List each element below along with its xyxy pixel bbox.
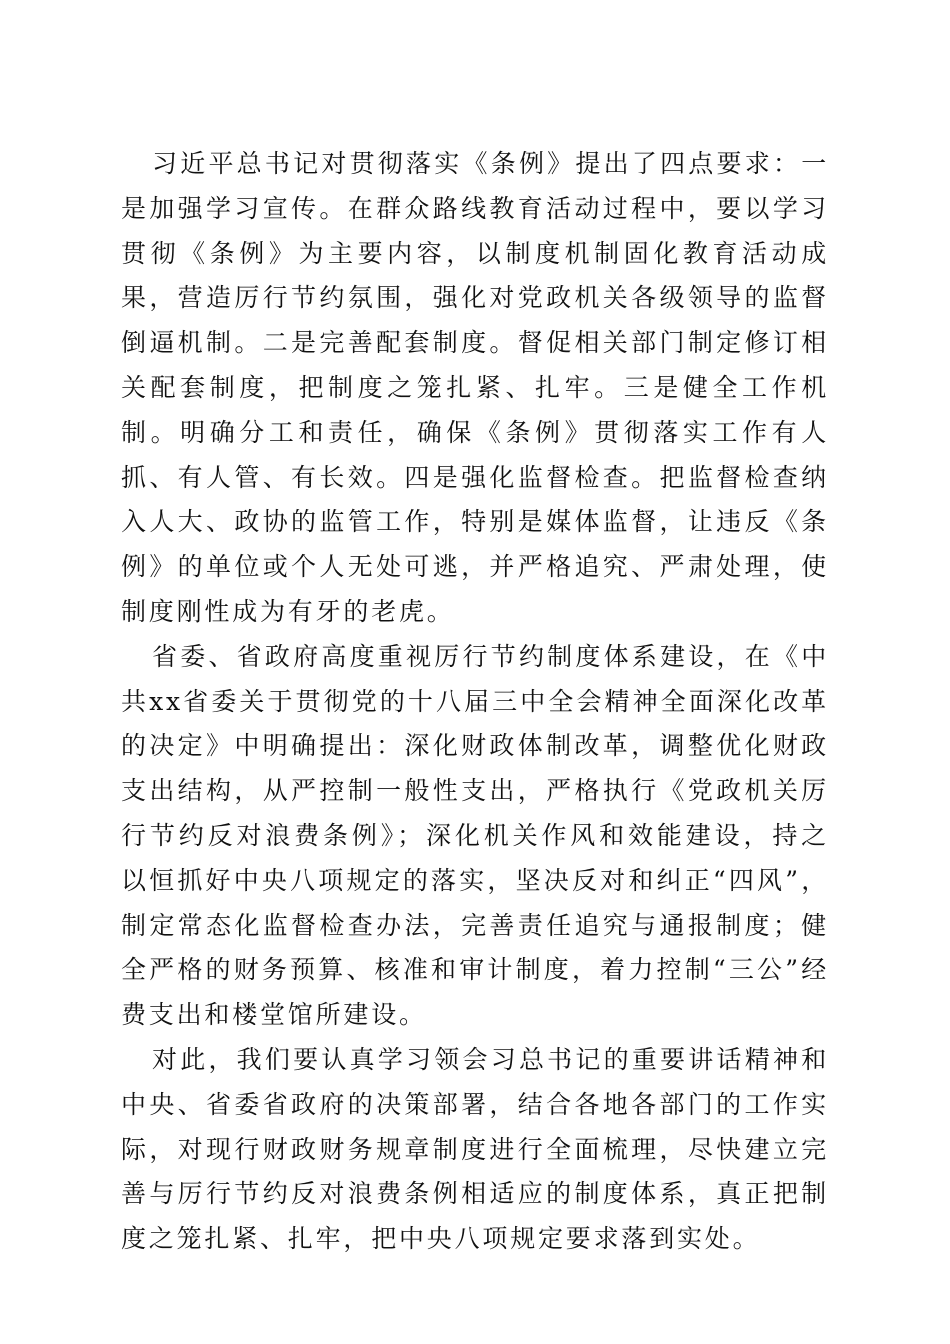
paragraph-1: 习近平总书记对贯彻落实《条例》提出了四点要求：一是加强学习宣传。在群众路线教育活动过程中，要以学习贯彻《条例》为主要内容，以制度机制固化教育活动成果，营造厉行节约氛围，强化对党政机关各级领导的监督倒逼机制。二是完善配套制度。督促相关部门制定修订相关配套制度，把制度之笼扎紧、扎牢。三是健全工作机制。明确分工和责任，确保《条例》贯彻落实工作有人抓、有人管、有长效。四是强化监督检查。把监督检查纳入人大、政协的监管工作，特别是媒体监督，让违反《条例》的单位或个人无处可逃，并严格追究、严肃处理，使制度刚性成为有牙的老虎。 bbox=[121, 149, 829, 626]
document-body bbox=[121, 142, 829, 1262]
paragraph-2: 省委、省政府高度重视厉行节约制度体系建设，在《中共xx省委关于贯彻党的十八届三中全会精神全面深化改革的决定》中明确提出：深化财政体制改革，调整优化财政支出结构，从严控制一般性支出，严格执行《党政机关厉行节约反对浪费条例》；深化机关作风和效能建设，持之以恒抓好中央八项规定的落实，坚决反对和纠正“四风”，制定常态化监督检查办法，完善责任追究与通报制度；健全严格的财务预算、核准和审计制度，着力控制“三公”经费支出和楼堂馆所建设。 bbox=[121, 641, 829, 1030]
paragraph-3: 对此，我们要认真学习领会习总书记的重要讲话精神和中央、省委省政府的决策部署，结合各地各部门的工作实际，对现行财政财务规章制度进行全面梳理，尽快建立完善与厉行节约反对浪费条例相适应的制度体系，真正把制度之笼扎紧、扎牢，把中央八项规定要求落到实处。 bbox=[121, 1044, 829, 1254]
